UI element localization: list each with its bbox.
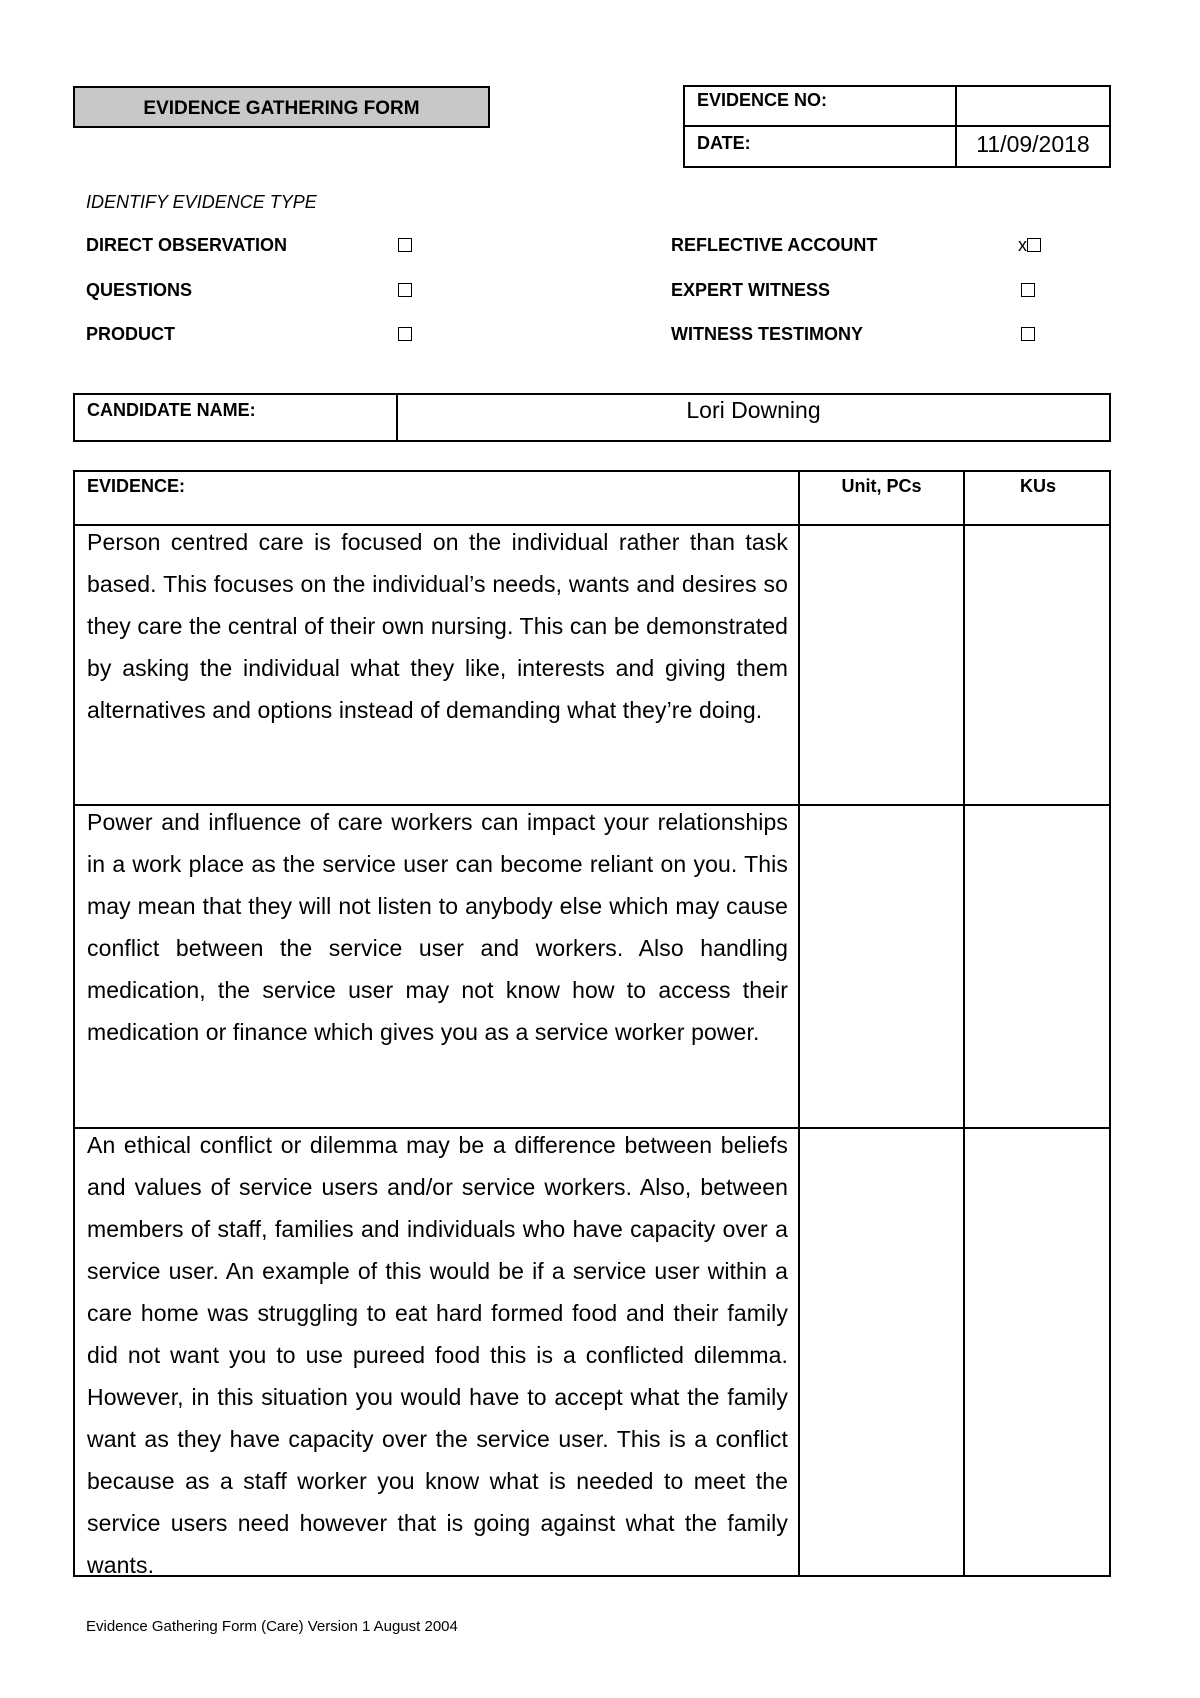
- kus-cell-row-1[interactable]: [965, 526, 1111, 804]
- evidence-no-label: EVIDENCE NO:: [685, 87, 957, 127]
- evidence-number-date-table: [683, 85, 1111, 168]
- type-label-direct-observation: DIRECT OBSERVATION: [86, 235, 288, 255]
- type-label-questions: QUESTIONS: [86, 280, 193, 300]
- form-title: EVIDENCE GATHERING FORM: [73, 86, 490, 128]
- type-label-expert-witness: EXPERT WITNESS: [671, 280, 831, 300]
- evidence-row-1-text: Person centred care is focused on the individual rather than task based. This focuses on the individual’s needs, wants and desires so they care the central of their own nursing. This can be demonstrated by asking the individual what they like, interests and giving them alternatives and options instead of demanding what they’re doing.: [87, 529, 788, 723]
- type-label-witness-testimony: WITNESS TESTIMONY: [671, 324, 864, 344]
- evidence-table: [73, 470, 1111, 1577]
- date-field[interactable]: 11/09/2018: [976, 131, 1090, 157]
- type-label-product: PRODUCT: [86, 324, 175, 344]
- checkbox-square-icon: [1021, 283, 1035, 297]
- checkbox-square-icon: [1027, 238, 1041, 252]
- kus-header: KUs: [1019, 476, 1056, 496]
- evidence-header: EVIDENCE:: [87, 476, 186, 496]
- date-label: DATE:: [685, 127, 957, 168]
- checkbox-mark: x: [1018, 235, 1027, 255]
- checkbox-witness-testimony[interactable]: [1021, 324, 1035, 345]
- type-label-reflective-account: REFLECTIVE ACCOUNT: [671, 235, 878, 255]
- checkbox-square-icon: [1021, 327, 1035, 341]
- kus-cell-row-2[interactable]: [965, 806, 1111, 1127]
- candidate-name-label: CANDIDATE NAME:: [75, 395, 398, 440]
- evidence-row-3-text: An ethical conflict or dilemma may be a difference between beliefs and values of service users and/or service workers. Also, between members of staff, families and individuals who have capacity over a service user. An example of this would be if a service user within a care home was struggling to eat hard formed food and their family did not want you to use pureed food this is a conflicted dilemma. However, in this situation you would have to accept what the family want as they have capacity over the service user. This is a conflict because as a staff worker you know what is needed to meet the service users need however that is going against what the family wants.: [87, 1132, 788, 1578]
- candidate-name-field[interactable]: Lori Downing: [686, 397, 821, 423]
- identify-evidence-type-heading: IDENTIFY EVIDENCE TYPE: [86, 192, 317, 212]
- kus-cell-row-3[interactable]: [965, 1129, 1111, 1575]
- unit-pcs-cell-row-1[interactable]: [800, 526, 963, 804]
- checkbox-direct-observation[interactable]: [398, 235, 412, 256]
- unit-pcs-cell-row-3[interactable]: [800, 1129, 963, 1575]
- evidence-no-field[interactable]: [957, 87, 1109, 127]
- checkbox-square-icon: [398, 283, 412, 297]
- footer-text: Evidence Gathering Form (Care) Version 1 August 2004: [86, 1618, 458, 1635]
- checkbox-square-icon: [398, 238, 412, 252]
- checkbox-reflective-account[interactable]: [1018, 235, 1041, 256]
- unit-pcs-header: Unit, PCs: [841, 476, 922, 496]
- unit-pcs-cell-row-2[interactable]: [800, 806, 963, 1127]
- evidence-row-2-text: Power and influence of care workers can impact your relationships in a work place as the service user can become reliant on you. This may mean that they will not listen to anybody else which may cause conflict between the service user and workers. Also handling medication, the service user may not know how to access their medication or finance which gives you as a service worker power.: [87, 809, 788, 1045]
- checkbox-questions[interactable]: [398, 280, 412, 301]
- checkbox-expert-witness[interactable]: [1021, 280, 1035, 301]
- checkbox-product[interactable]: [398, 324, 412, 345]
- candidate-name-table: [73, 393, 1111, 442]
- checkbox-square-icon: [398, 327, 412, 341]
